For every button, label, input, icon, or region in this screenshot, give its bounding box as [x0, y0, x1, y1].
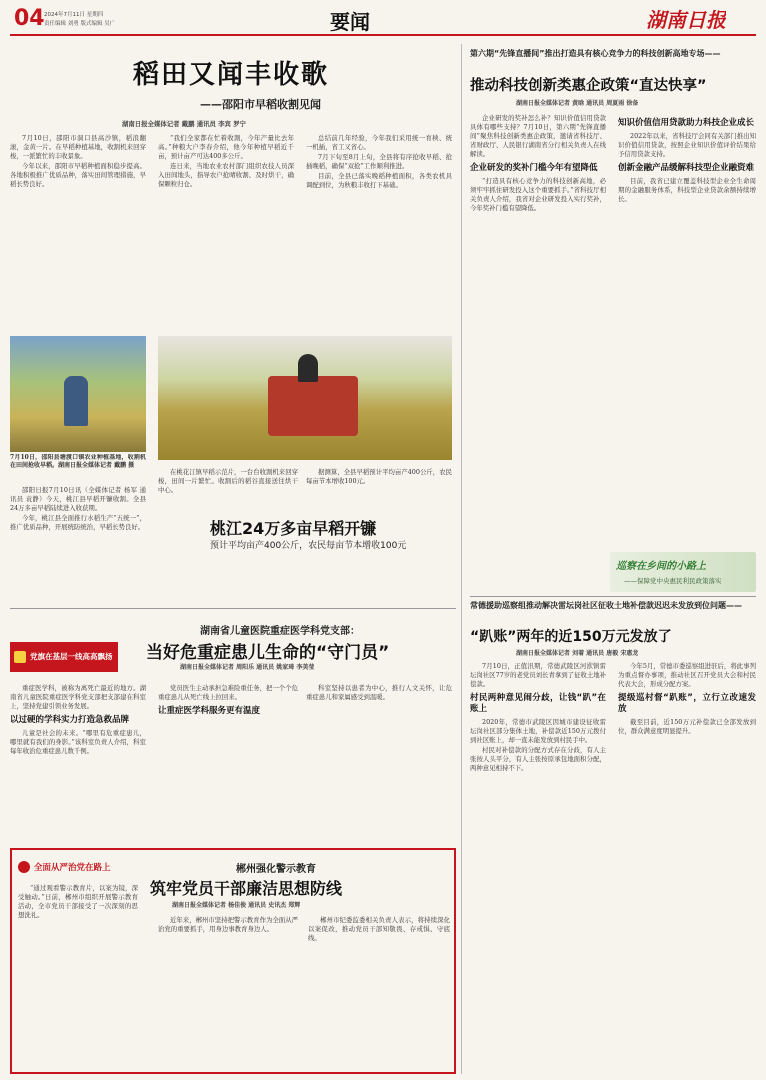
story-relief-col-2 [618, 662, 756, 1074]
party-emblem-icon [18, 861, 30, 873]
story-loan-subhead: 企业研发的奖补门槛今年有望降低 [470, 163, 598, 173]
editors: 责任编辑 刘勇 版式编辑 吴广 [44, 21, 116, 27]
paragraph: 今年5月，常德市委巡察组进驻后，将此事列为重点督办事项，推动社区召开党员大会和村民代表大会，形成分配方案。 [618, 662, 756, 688]
story-relief-byline: 湖南日报全媒体记者 刘着 通讯员 唐毅 宋惠龙 [516, 650, 639, 657]
harvester-icon [268, 376, 358, 436]
story-hospital-byline: 湖南日报全媒体记者 周阳乐 通讯员 姚家琦 李美莹 [180, 664, 315, 671]
paragraph: 2022年以来，省科技厅会同有关部门推出知识价值信用贷款，按照企业知识价值评价结果给予信用贷款支持。 [618, 132, 756, 158]
story-loan-subhead: 创新金融产品缓解科技型企业融资难 [618, 163, 755, 173]
taojiang-col-3 [306, 468, 452, 514]
page-number: 04 [14, 6, 45, 31]
paragraph: 儿童是社会的未来。“哪里有危重症患儿，哪里就有我们的身影。”该科室负责人介绍，科室每年收治危重症患儿数千例。 [10, 729, 146, 755]
story-hospital-headline: 当好危重症患儿生命的“守门员” [146, 643, 390, 663]
section-divider [10, 608, 456, 609]
paragraph: 郴州市纪委监委相关负责人表示，将持续深化以案促改，推动党员干部知敬畏、存戒惧、守底线。 [308, 916, 450, 942]
paragraph: “我们全家都在忙着收割，今年产量比去年高。”种粮大户李春介绍，他今年种植早稻近千亩，预计亩产可达400多公斤。 [158, 134, 294, 160]
paragraph: 重症医学科，被称为离死亡最近的地方。湖南省儿童医院重症医学科党支部把支部建在科室上，坚持党建引领业务发展。 [10, 684, 146, 710]
paragraph: 近年来，郴州市坚持把警示教育作为全面从严治党的重要抓手，用身边事教育身边人。 [158, 916, 298, 933]
story-hospital-tag-label: 党旗在基层一线高高飘扬 [30, 652, 113, 661]
story-hospital-col-3 [306, 684, 452, 844]
story-rice-col-1 [10, 134, 146, 330]
story-relief-kicker: 常德援助巡察组推动解决雷坛岗社区征收土地补偿款迟迟未发放到位问题—— [470, 601, 742, 610]
story-hospital-subhead: 以过硬的学科实力打造急救品牌 [10, 715, 130, 725]
banner-title: 巡察在乡间的小路上 [616, 561, 706, 572]
paragraph: 邵阳日报7月10日讯（全媒体记者 杨军 通讯员 袁静）今天，桃江县早稻开镰收割。全县24万多亩早稻陆续进入收获期。 [10, 486, 146, 512]
paragraph: 7月10日，正值汛期，常德武陵区河洑镇雷坛岗社区77岁的老党员刘长青拿到了征收土地补偿款。 [470, 662, 606, 688]
story-rice [10, 40, 452, 600]
paragraph: 党员医生主动承担急难险重任务，把一个个危重症患儿从死亡线上拉回来。 [158, 684, 298, 701]
story-hospital-subhead: 让重症医学科服务更有温度 [158, 706, 261, 716]
story-education-kicker: 郴州强化警示教育 [236, 864, 316, 875]
story-relief-subhead: 提级巡村督“趴账”，立行立改速发放 [618, 693, 756, 714]
story-loan-kicker: 第六期“先锋直播间”推出打造具有核心竞争力的科技创新高地专场—— [470, 49, 721, 58]
rice-photo-small [10, 336, 146, 452]
story-loan-headline: 推动科技创新类惠企政策“直达快享” [470, 78, 707, 94]
paragraph: 今年以来，邵阳市早稻种植面积稳步提高。各地积极推广优质品种，落实田间管理措施，早稻长势良好。 [10, 162, 146, 188]
paragraph: 7月10日，邵阳市洞口县高沙镇，稻浪翻滚，金黄一片。在早稻种植基地，收割机来回穿梭，一派繁忙的丰收景象。 [10, 134, 146, 160]
paragraph: 在桃花江镇早稻示范片，一台台收割机来回穿梭，田间一片繁忙。收割后的稻谷直接送往烘干中心。 [158, 468, 298, 494]
story-education-col-3 [308, 916, 450, 1070]
story-loan-subhead: 知识价值信用贷款助力科技企业成长 [618, 118, 755, 128]
story-education-byline: 湖南日报全媒体记者 杨佳俊 通讯员 史讯杰 郑辉 [172, 902, 301, 909]
banner-subtitle: ——保障党中央惠民利民政策落实 [624, 577, 722, 585]
story-hospital-tag [10, 642, 118, 672]
story-rice-col-2 [158, 134, 294, 330]
story-loan-byline: 湖南日报全媒体记者 黄晗 通讯员 周夏雨 徐备 [516, 100, 639, 107]
taojiang-headline: 桃江24万多亩早稻开镰 [210, 519, 377, 538]
paragraph: 总结前几年经验，今年我们采用统一育秧、统一机插，省工又省心。 [306, 134, 452, 151]
newspaper-logo: 湖南日报 [646, 8, 726, 32]
paragraph: 目前，我省已建立覆盖科技型企业全生命周期的金融服务体系，科技型企业贷款余额持续增长。 [618, 177, 756, 203]
section-divider [470, 596, 756, 597]
issue-date: 2024年7月11日 星期四 [44, 12, 104, 18]
story-education-col-2 [158, 916, 298, 1070]
paragraph: 2020年，常德市武陵区因城市建设征收雷坛岗社区部分集体土地，补偿款近150万元拨付到社区账上，却一直未能发放到村民手中。 [470, 718, 606, 744]
story-education-tag-label: 全面从严治党在路上 [34, 863, 111, 873]
story-education [10, 848, 456, 1074]
taojiang-subheadline: 预计平均亩产400公斤，农民每亩节本增收100元 [210, 541, 407, 551]
story-rice-byline: 湖南日报全媒体记者 戴鹏 通讯员 李宾 罗宁 [122, 120, 246, 128]
story-education-headline: 筑牢党员干部廉洁思想防线 [150, 879, 343, 898]
paragraph: 村民对补偿款的分配方式存在分歧，有人主张按人头平分，有人主张按原承包地面积分配，两种意见相持不下。 [470, 746, 606, 772]
section-title: 要闻 [330, 10, 370, 34]
party-flag-icon [14, 651, 26, 663]
story-rice-subtitle: ——邵阳市早稻收割见闻 [200, 98, 321, 111]
paragraph: 今年，桃江县全面推行水稻生产“五统一”，推广优质品种，开展统防统治，早稻长势良好。 [10, 514, 146, 531]
rice-photo-caption: 7月10日，邵阳县塘渡口镇农业种植基地，收割机在田间抢收早稻。湖南日报全媒体记者 戴鹏 摄 [10, 454, 146, 469]
taojiang-col-2 [158, 468, 298, 514]
column-divider [461, 44, 462, 1074]
story-relief [470, 600, 756, 1074]
paragraph: 7月下旬至8月上旬，全县将有序抢收早稻、抢插晚稻，确保“双抢”工作顺利推进。 [306, 153, 452, 170]
banner-rural-patrol [610, 552, 756, 592]
paragraph: 企业研发的奖补怎么补？知识价值信用贷款具体有哪些支持？7月10日，第六期“先锋直播间”聚焦科技创新类惠企政策，邀请省科技厅、省财政厅、人民银行湖南省分行相关负责人在线解读。 [470, 114, 606, 158]
paragraph: 据测算，全县早稻预计平均亩产400公斤，农民每亩节本增收100元。 [306, 468, 452, 485]
story-education-tag [18, 856, 128, 878]
paragraph: 目前，全县已落实晚稻种植面积，各类农机具调配到位，为秋粮丰收打下基础。 [306, 172, 452, 189]
farmer-figure [64, 376, 88, 426]
taojiang-col-1 [10, 486, 146, 600]
rice-photo-large [158, 336, 452, 460]
story-loan-col-2 [618, 114, 756, 586]
masthead-rule [10, 34, 756, 36]
story-relief-col-1 [470, 662, 606, 1074]
paragraph: 截至目前，近150万元补偿款已全部发放到位，群众满意度明显提升。 [618, 718, 756, 735]
story-hospital-col-1 [10, 684, 146, 844]
masthead [0, 0, 766, 36]
paragraph: 科室坚持以患者为中心，推行人文关怀，让危重症患儿和家属感受到温暖。 [306, 684, 452, 701]
story-loan [470, 40, 756, 586]
story-hospital-col-2 [158, 684, 298, 844]
paragraph: 连日来，当地农业农村部门组织农技人员深入田间地头，指导农户抢晴收割、及时烘干，确保颗粒归仓。 [158, 162, 294, 188]
paragraph: “打造具有核心竞争力的科技创新高地，必须牢牢抓住研发投入这个重要抓手。”省科技厅相关负责人介绍，我省对企业研发投入实行奖补，今年奖补门槛有望降低。 [470, 177, 606, 212]
story-hospital [10, 612, 456, 844]
story-education-col-1 [18, 884, 138, 1070]
story-rice-title: 稻田又闻丰收歌 [132, 60, 329, 90]
story-hospital-kicker: 湖南省儿童医院重症医学科党支部： [200, 626, 360, 637]
story-loan-col-1 [470, 114, 606, 586]
harvester-operator [298, 354, 318, 382]
paragraph: “通过观看警示教育片，以案为镜，深受触动。”日前，郴州市组织开展警示教育活动，全市党员干部接受了一次深刻的思想洗礼。 [18, 884, 138, 919]
story-rice-col-3 [306, 134, 452, 330]
story-relief-headline: “趴账”两年的近150万元发放了 [470, 629, 672, 645]
story-relief-subhead: 村民两种意见闹分歧，让钱“趴”在账上 [470, 693, 606, 714]
